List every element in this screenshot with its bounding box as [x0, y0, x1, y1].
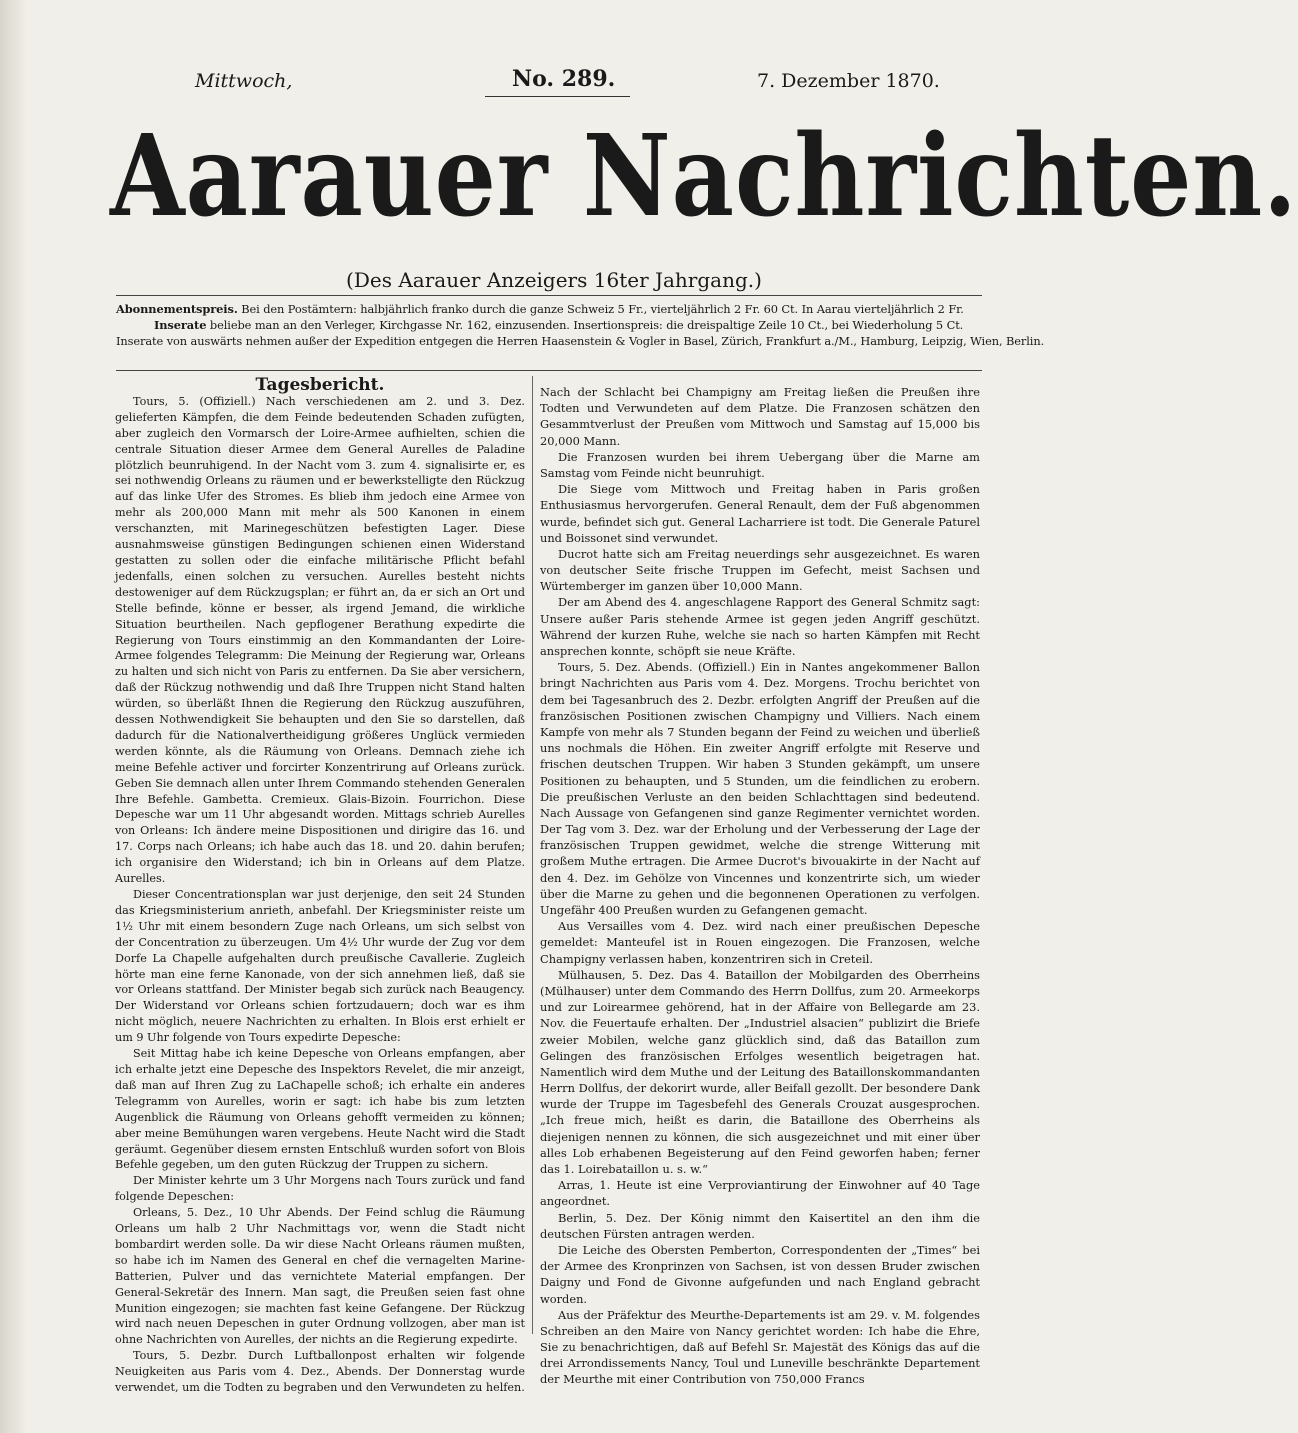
header-day: Mittwoch, [195, 70, 293, 92]
article-paragraph: Der am Abend des 4. angeschlagene Rapport des General Schmitz sagt: Unsere außer Paris stehende Armee ist gegen jeden Angriff geschützt. Während der kurzen Ruhe, welche sie nach so harten Kämpfen mit Recht ansprechen konnte, schöpft sie neue Kräfte. [540, 595, 980, 658]
masthead-title: Aarauer Nachrichten. [110, 111, 1298, 242]
article-paragraph: Die Siege vom Mittwoch und Freitag haben in Paris großen Enthusiasmus hervorgerufen. General Renault, dem der Fuß abgenommen wurde, befindet sich gut. General Lacharriere ist todt. Die Generale Paturel und Boissonet sind verwundet. [540, 482, 980, 545]
info-text-inserate: beliebe man an den Verleger, Kirchgasse Nr. 162, einzusenden. Insertionspreis: die dreispaltige Zeile 10 Ct., bei Wiederholung 5 Ct. [209, 318, 964, 332]
right-column [540, 384, 980, 1388]
info-line-subscription [116, 301, 982, 317]
section-heading: Tagesbericht. [255, 375, 385, 395]
info-rule-top [116, 295, 982, 296]
article-paragraph: Die Leiche des Obersten Pemberton, Correspondenten der „Times“ bei der Armee des Kronprinzen von Sachsen, ist von dessen Bruder zwischen Daigny und Fond de Givonne aufgefunden und nach England gebracht worden. [540, 1242, 980, 1306]
article-paragraph: Tours, 5. Dezbr. Durch Luftballonpost erhalten wir folgende Neuigkeiten aus Paris vom 4. Dez., Abends. Der Donnerstag wurde verwendet, um die Todten zu begraben und den Verwundeten zu helfen. [115, 1349, 525, 1395]
issue-underline [485, 96, 630, 97]
masthead-subtitle [0, 268, 1000, 292]
article-paragraph: Berlin, 5. Dez. Der König nimmt den Kaisertitel an den ihm die deutschen Fürsten antragen werden. [540, 1210, 980, 1241]
info-rule-bottom [116, 370, 982, 371]
article-paragraph: Nach der Schlacht bei Champigny am Freitag ließen die Preußen ihre Todten und Verwundeten auf dem Platze. Die Franzosen schätzen den Gesammtverlust der Preußen vom Mittwoch und Samstag auf 15,000 bis 20,000 Mann. [540, 385, 980, 448]
left-column [115, 375, 525, 1396]
article-paragraph: Orleans, 5. Dez., 10 Uhr Abends. Der Feind schlug die Räumung Orleans um halb 2 Uhr Nachmittags vor, wenn die Stadt nicht bombardirt werden solle. Da wir diese Nacht Orleans räumen mußten, so habe ich im Namen des General en chef die vernagelten Marine-Batterien, Pulver und das vernichtete Material empfangen. Der General-Sekretär des Innern. Man sagt, die Preußen seien fast ohne Munition eingezogen; sie machten fast keine Gefangene. Der Rückzug wird nach neuen Depeschen in guter Ordnung vollzogen, aber man ist ohne Nachrichten von Aurelles, der nichts an die Regierung expedirte. [115, 1206, 525, 1347]
article-paragraph: Dieser Concentrationsplan war just derjenige, den seit 24 Stunden das Kriegsministerium anrieth, anbefahl. Der Kriegsminister reiste um 1½ Uhr mit einem besondern Zuge nach Orleans, um sich selbst von der Concentration zu überzeugen. Um 4½ Uhr wurde der Zug vor dem Dorfe La Chapelle aufgehalten durch preußische Cavallerie. Zugleich hörte man eine ferne Kanonade, von der sich annehmen ließ, daß sie vor Orleans stattfand. Der Minister begab sich zurück nach Beaugency. Der Widerstand vor Orleans schien fortzudauern; doch war es ihm nicht möglich, neuere Nachrichten zu erhalten. In Blois erst erhielt er um 9 Uhr folgende von Tours expedirte Depesche: [115, 888, 525, 1045]
header-issue-number: No. 289. [512, 66, 616, 92]
info-label-subscription: Abonnementspreis. [116, 302, 238, 316]
article-paragraph: Ducrot hatte sich am Freitag neuerdings sehr ausgezeichnet. Es waren von deutscher Seite frische Truppen im Gefecht, meist Sachsen und Würtemberger im ganzen über 10,000 Mann. [540, 546, 980, 594]
article-paragraph: Tours, 5. Dez. Abends. (Offiziell.) Ein in Nantes angekommener Ballon bringt Nachrichten aus Paris vom 4. Dez. Morgens. Trochu berichtet von dem bei Tagesanbruch des 2. Dezbr. erfolgten Angriff der Preußen auf die französischen Positionen zwischen Champigny und Villiers. Nach einem Kampfe von mehr als 7 Stunden begann der Feind zu weichen und überließ uns nochmals die Höhen. Ein zweiter Angriff erfolgte mit Reserve und frischen deutschen Truppen. Wir haben 3 Stunden gekämpft, um unsere Positionen zu behaupten, und 5 Stunden, um die feindlichen zu erobern. Die preußischen Verluste an den beiden Schlachttagen sind bedeutend. Nach Aussage von Gefangenen sind ganze Regimenter vernichtet worden. Der Tag vom 3. Dez. war der Erholung und der Verbesserung der Lage der französischen Truppen gewidmet, welche die strenge Witterung mit großem Muthe ertragen. Die Armee Ducrot's bivouakirte in der Nacht auf den 4. Dez. im Gehölze von Vincennes und konzentrirte sich, um wieder über die Marne zu gehen und die begonnenen Operationen zu verfolgen. Ungefähr 400 Preußen wurden zu Gefangenen gemacht. [540, 660, 980, 917]
info-line-inserate [116, 317, 982, 333]
info-line-agents: Inserate von auswärts nehmen außer der Expedition entgegen die Herren Haasenstein & Vogler in Basel, Zürich, Frankfurt a./M., Hamburg, Leipzig, Wien, Berlin. [116, 334, 1045, 348]
column-divider [532, 376, 533, 1334]
article-paragraph: Aus der Präfektur des Meurthe-Departements ist am 29. v. M. folgendes Schreiben an den Maire von Nancy gerichtet worden: Ich habe die Ehre, Sie zu benachrichtigen, daß auf Befehl Sr. Majestät des Königs das auf die drei Arrondissements Nancy, Toul und Luneville beschränkte Departement der Meurthe mit einer Contribution von 750,000 Francs [540, 1307, 980, 1387]
info-text-subscription: Bei den Postämtern: halbjährlich franko durch die ganze Schweiz 5 Fr., vierteljährlich 2 Fr. 60 Ct. In Aarau vierteljährlich 2 Fr. [241, 302, 964, 316]
header-date: 7. Dezember 1870. [757, 70, 940, 92]
subtitle-text: (Des Aarauer Anzeigers 16ter Jahrgang.) [346, 268, 762, 292]
article-paragraph: Arras, 1. Heute ist eine Verproviantirung der Einwohner auf 40 Tage angeordnet. [540, 1178, 980, 1209]
article-paragraph: Mülhausen, 5. Dez. Das 4. Bataillon der Mobilgarden des Oberrheins (Mülhauser) unter dem Commando des Herrn Dollfus, zum 20. Armeekorps und zur Loirearmee gehörend, hat in der Affaire von Bellegarde am 23. Nov. die Feuertaufe erhalten. Der „Industriel alsacien“ publizirt die Briefe zweier Mobilen, welche ganz glücklich sind, daß das Bataillon zum Gelingen des französischen Erfolges wesentlich beigetragen hat. Namentlich wird dem Muthe und der Leitung des Bataillonskommandanten Herrn Dollfus, der dekorirt wurde, aller Beifall gezollt. Der besondere Dank wurde der Truppe im Tagesbefehl des Generals Crouzat ausgesprochen. „Ich freue mich, heißt es darin, die Bataillone des Oberrheins als diejenigen nennen zu können, die sich ausgezeichnet und mit einer über alles Lob erhabenen Begeisterung auf den Feind geworfen haben; ferner das 1. Loirebataillon u. s. w.“ [540, 967, 980, 1176]
article-paragraph: Der Minister kehrte um 3 Uhr Morgens nach Tours zurück und fand folgende Depeschen: [115, 1174, 525, 1204]
article-paragraph: Aus Versailles vom 4. Dez. wird nach einer preußischen Depesche gemeldet: Manteufel ist in Rouen eingezogen. Die Franzosen, welche Champigny verlassen haben, konzentriren sich in Creteil. [540, 919, 980, 966]
subscription-info [116, 301, 1045, 349]
article-paragraph: Seit Mittag habe ich keine Depesche von Orleans empfangen, aber ich erhalte jetzt eine Depesche des Inspektors Revelet, die mir anzeigt, daß man auf Ihren Zug zu LaChapelle schoß; ich erhalte ein anderes Telegramm von Aurelles, worin er sagt: ich habe bis zum letzten Augenblick die Räumung von Orleans gehofft vermeiden zu können; aber meine Bemühungen waren vergebens. Heute Nacht wird die Stadt geräumt. Gegenüber diesem ernsten Entschluß wurden sofort von Blois Befehle gegeben, um den guten Rückzug der Truppen zu sichern. [115, 1047, 525, 1172]
article-paragraph: Die Franzosen wurden bei ihrem Uebergang über die Marne am Samstag vom Feinde nicht beunruhigt. [540, 449, 980, 480]
page-edge-shadow [0, 0, 28, 1433]
info-label-inserate: Inserate [154, 318, 207, 332]
article-paragraph: Tours, 5. (Offiziell.) Nach verschiedenen am 2. und 3. Dez. gelieferten Kämpfen, die dem Feinde bedeutenden Schaden zufügten, aber zugleich den Vormarsch der Loire-Armee aufhielten, schien die centrale Situation dieser Armee dem General Aurelles de Paladine plötzlich beunruhigend. In der Nacht vom 3. zum 4. signalisirte er, es sei nothwendig Orleans zu räumen und er bewerkstelligte den Rückzug auf das linke Ufer des Stromes. Es blieb ihm jedoch eine Armee von mehr als 200,000 Mann mit mehr als 500 Kanonen in einem verschanzten, mit Marinegeschützen befestigten Lager. Diese ausnahmsweise günstigen Bedingungen schienen einen Widerstand gestatten zu sollen oder die einfache militärische Pflicht befahl jedenfalls, einen solchen zu versuchen. Aurelles besteht nichts destoweniger auf dem Rückzugsplan; er führt an, da er sich an Ort und Stelle befinde, könne er besser, als irgend Jemand, die wirkliche Situation beurtheilen. Nach gepflogener Berathung expedirte die Regierung von Tours einstimmig an den Kommandanten der Loire-Armee folgendes Telegramm: Die Meinung der Regierung war, Orleans zu halten und sich nicht von Paris zu entfernen. Da Sie aber versichern, daß der Rückzug nothwendig und daß Ihre Truppen nicht Stand halten würden, so überläßt Ihnen die Regierung den Rückzug auszuführen, dessen Nothwendigkeit Sie behaupten und den Sie so darstellen, daß dadurch für die Nationalvertheidigung größeres Unglück vermieden werden könnte, als die Räumung von Orleans. Demnach ziehe ich meine Befehle activer und forcirter Konzentrirung auf Orleans zurück. Geben Sie demnach allen unter Ihrem Commando stehenden Generalen Ihre Befehle. Gambetta. Cremieux. Glais-Bizoin. Fourrichon. Diese Depesche war um 11 Uhr abgesandt worden. Mittags schrieb Aurelles von Orleans: Ich ändere meine Dispositionen und dirigire das 16. und 17. Corps nach Orleans; ich habe auch das 18. und 20. dahin berufen; ich organisire den Widerstand; ich bin in Orleans auf dem Platze. Aurelles. [115, 394, 525, 886]
